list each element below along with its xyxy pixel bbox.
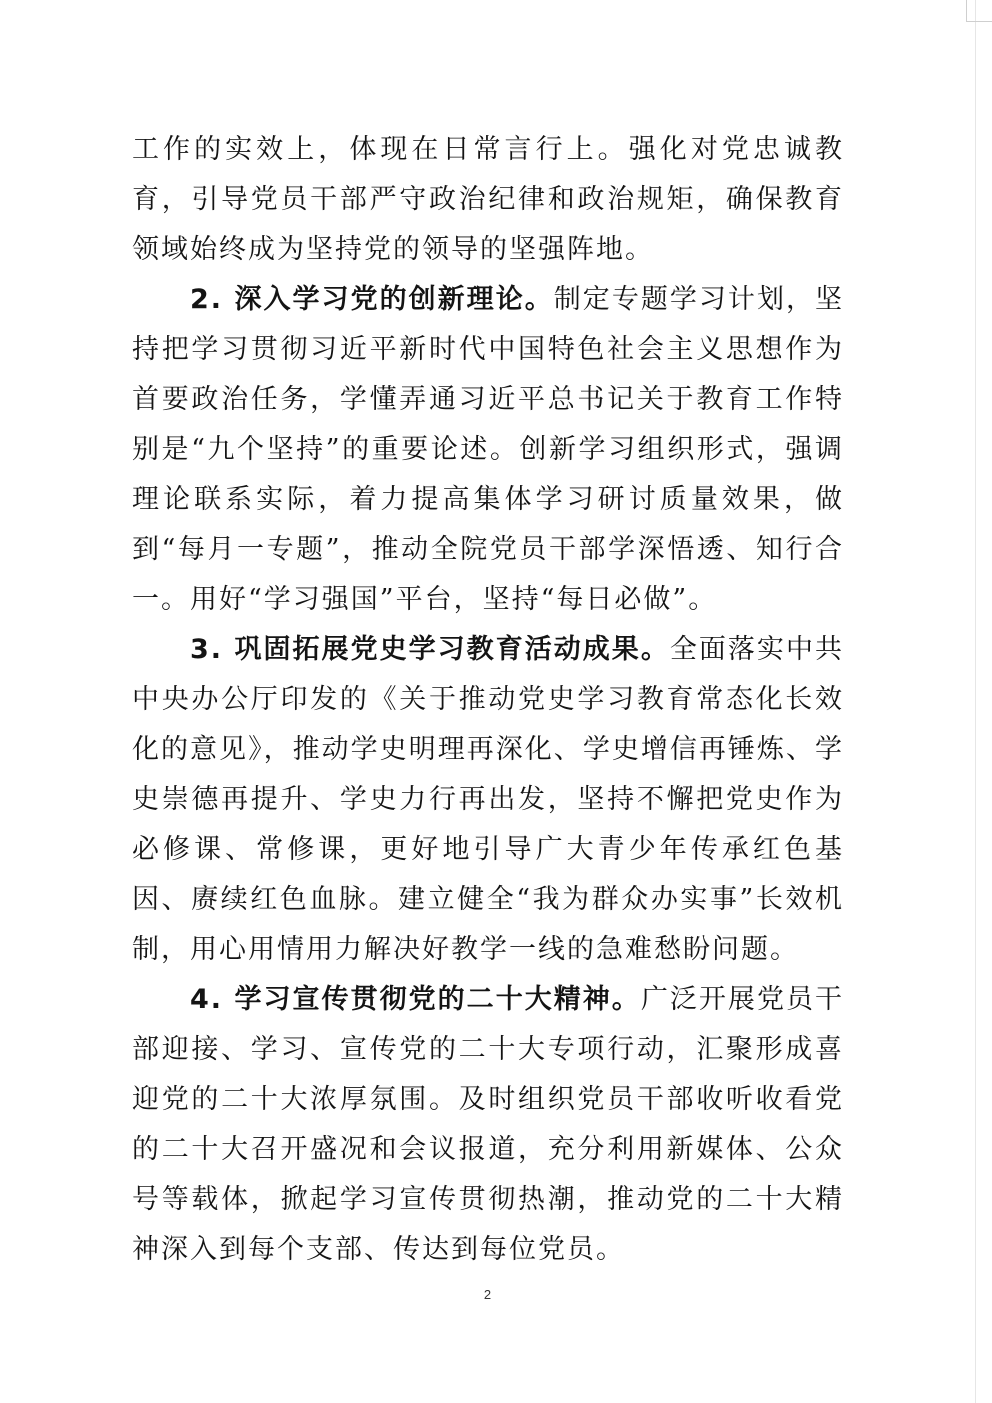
paragraph-continuation	[132, 125, 844, 275]
page-edge-line	[975, 0, 976, 1403]
paragraph-item-3	[132, 625, 844, 975]
paragraph-text: 制定专题学习计划，坚持把学习贯彻习近平新时代中国特色社会主义思想作为首要政治任务，学懂弄通习近平总书记关于教育工作特别是“九个坚持”的重要论述。创新学习组织形式，强调理论联系实际，着力提高集体学习研讨质量效果，做到“每月一专题”，推动全院党员干部学深悟透、知行合一。用好“学习强国”平台，坚持“每日必做”。	[132, 284, 844, 615]
paragraph-heading: 4. 学习宣传贯彻党的二十大精神。	[190, 984, 641, 1015]
paragraph-item-2	[132, 275, 844, 625]
paragraph-text: 全面落实中共中央办公厅印发的《关于推动党史学习教育常态化长效化的意见》，推动学史明理再深化、学史增信再锤炼、学史崇德再提升、学史力行再出发，坚持不懈把党史作为必修课、常修课，更好地引导广大青少年传承红色基因、赓续红色血脉。建立健全“我为群众办实事”长效机制，用心用情用力解决好教学一线的急难愁盼问题。	[132, 634, 844, 965]
page-number: 2	[483, 1287, 492, 1302]
paragraph-text: 广泛开展党员干部迎接、学习、宣传党的二十大专项行动，汇聚形成喜迎党的二十大浓厚氛围。及时组织党员干部收听收看党的二十大召开盛况和会议报道，充分利用新媒体、公众号等载体，掀起学习宣传贯彻热潮，推动党的二十大精神深入到每个支部、传达到每位党员。	[132, 984, 844, 1265]
paragraph-heading: 3. 巩固拓展党史学习教育活动成果。	[190, 634, 670, 665]
paragraph-heading: 2. 深入学习党的创新理论。	[190, 284, 554, 315]
document-body	[132, 125, 844, 1275]
paragraph-item-4	[132, 975, 844, 1275]
scan-corner-mark	[966, 0, 992, 22]
paragraph-text: 工作的实效上，体现在日常言行上。强化对党忠诚教育，引导党员干部严守政治纪律和政治规矩，确保教育领域始终成为坚持党的领导的坚强阵地。	[132, 134, 844, 265]
